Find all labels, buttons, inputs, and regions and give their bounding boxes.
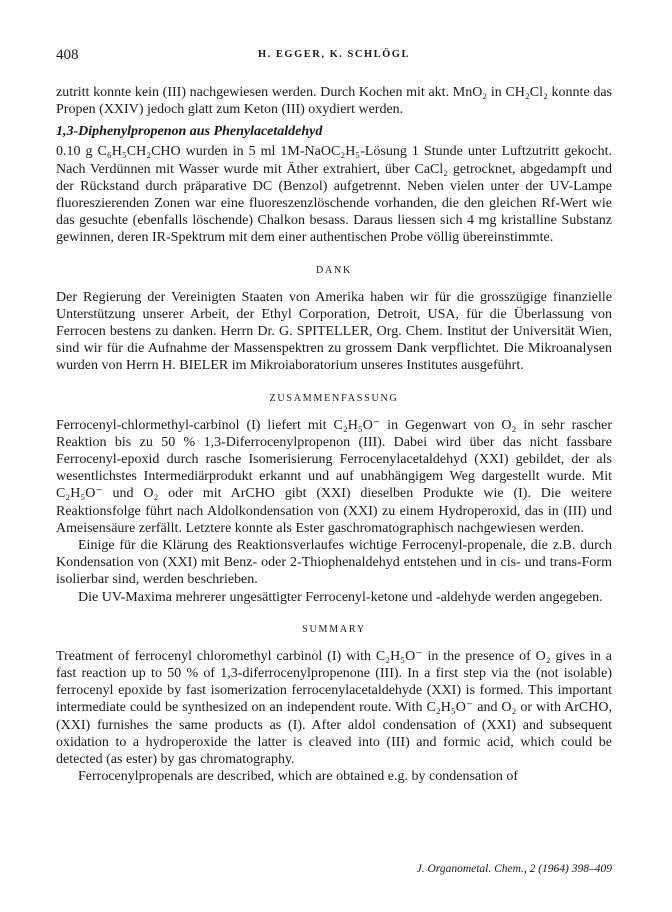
page-body <box>56 84 612 786</box>
page-number: 408 <box>56 47 79 63</box>
page-header <box>56 47 612 67</box>
dank-heading: DANK <box>315 264 353 276</box>
summary-heading: SUMMARY <box>302 623 366 635</box>
intro-paragraph: zutritt konnte kein (III) nachgewiesen werden. Durch Kochen mit akt. MnO₂ in CH₂Cl₂ konnte das Propen (XXIV) jedoch glatt zum Keton (III) oxydiert werden. <box>56 85 612 118</box>
zusammenfassung-heading: ZUSAMMENFASSUNG <box>269 392 399 404</box>
zusammenfassung-paragraph: Einige für die Klärung des Reaktionsverlaufes wichtige Ferrocenyl-propenale, die z.B. durch Kondensation von (XXI) mit Benz- oder 2-Thiophenaldehyd entstehen und in cis- und trans-Form isolierbar sind, werden beschrieben. <box>56 538 612 588</box>
section-title: 1,3-Diphenylpropenon aus Phenylacetaldehyd <box>56 124 323 140</box>
dank-paragraph: Der Regierung der Vereinigten Staaten von Amerika haben wir für die grosszügige finanzielle Unterstützung unserer Arbeit, der Ethyl Corporation, Detroit, USA, für die Überlassung von Ferrocen bestens zu danken. Herrn Dr. G. SPITELLER, Org. Chem. Institut der Universität Wien, sind wir für die Aufnahme der Massenspektren zu grossem Dank verpflichtet. Die Mikroanalysen wurden von Herrn H. BIELER im Mikroiaboratorium unseres Institutes ausgeführt. <box>56 289 612 374</box>
summary-paragraph: Ferrocenylpropenals are described, which are obtained e.g. by condensation of <box>78 769 519 785</box>
zusammenfassung-paragraph: Die UV-Maxima mehrerer ungesättigter Ferrocenyl-ketone und -aldehyde werden angegeben. <box>78 589 603 605</box>
summary-paragraph: Treatment of ferrocenyl chloromethyl carbinol (I) with C₂H₅O⁻ in the presence of O₂ gives in a fast reaction up to 50 % of 1,3-diferrocenylpropenone (III). In a first step via the (not isolable) ferrocenyl epoxide by fast isomerization ferrocenylacetaldehyde (XXI) is formed. This important intermediate could be synthesized on an independent route. With C₂H₅O⁻ and O₂ or with ArCHO, (XXI) furnishes the same products as (I). After aldol condensation of (XXI) and subsequent oxidation to a hydroperoxide the latter is cleaved into (III) and formic acid, which could be detected (as ester) by gas chromatography. <box>56 648 612 768</box>
zusammenfassung-paragraph: Ferrocenyl-chlormethyl-carbinol (I) liefert mit C₂H₅O⁻ in Gegenwart von O₂ in sehr rascher Reaktion bis zu 50 % 1,3-Diferrocenylpropenon (III). Dabei wird über das nicht fassbare Ferrocenyl-epoxid durch rasche Isomerisierung Ferrocenylacetaldehyd (XXI) gebildet, der als wesentlichstes Intermediärprodukt erkannt und auf unabhängigem Weg dargestellt wurde. Mit C₂H₅O⁻ und O₂ oder mit ArCHO gibt (XXI) dieselben Produkte wie (I). Die weitere Reaktionsfolge führt nach Aldolkondensation von (XXI) zu einem Hydroperoxid, das in (III) und Ameisensäure zerfällt. Letztere konnte als Ester gaschromatographisch nachgewiesen werden. <box>56 417 612 536</box>
section-paragraph: 0.10 g C₆H₅CH₂CHO wurden in 5 ml 1M-NaOC₂H₅-Lösung 1 Stunde unter Luftzutritt gekocht. Nach Verdünnen mit Wasser wurde mit Äther extrahiert, über CaCl₂ getrocknet, abgedampft und der Rückstand durch präparative DC (Benzol) aufgetrennt. Neben vielen unter der UV-Lampe fluoreszierenden Zonen war eine fluoreszenzlöschende vorhanden, die den gleichen Rf-Wert wie das gesuchte (ebenfalls löschende) Chalkon besass. Daraus liessen sich 4 mg kristalline Substanz gewinnen, deren IR-Spektrum mit dem einer authentischen Probe völlig übereinstimmte. <box>56 144 612 246</box>
running-head: H. EGGER, K. SCHLÖGL <box>258 49 410 60</box>
journal-citation: J. Organometal. Chem., 2 (1964) 398–409 <box>416 863 612 875</box>
